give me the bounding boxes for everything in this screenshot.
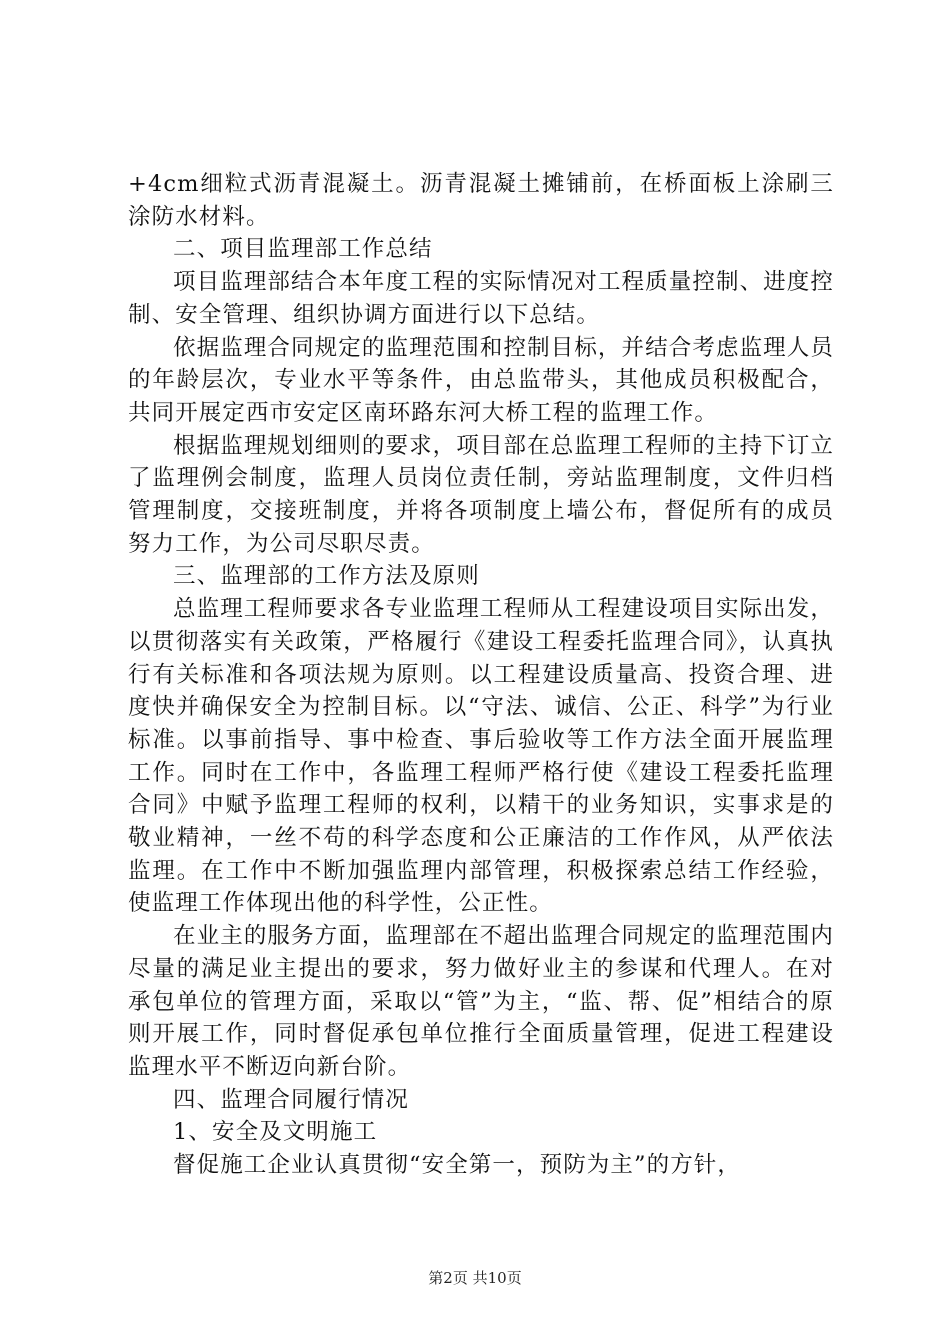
paragraph: 在业主的服务方面，监理部在不超出监理合同规定的监理范围内尽量的满足业主提出的要求，努力做好业主的参谋和代理人。在对承包单位的管理方面，采取以“管”为主，“监、帮、促”相结合的原则开展工作，同时督促承包单位推行全面质量管理，促进工程建设监理水平不断迈向新台阶。: [128, 923, 834, 1080]
section-heading-2: 二、项目监理部工作总结: [173, 236, 433, 263]
subsection-heading-1: 1、安全及文明施工: [173, 1119, 378, 1146]
page-footer: [0, 1268, 950, 1288]
paragraph: 项目监理部结合本年度工程的实际情况对工程质量控制、进度控制、安全管理、组织协调方面进行以下总结。: [128, 269, 834, 328]
section-heading-3: 三、监理部的工作方法及原则: [173, 563, 480, 590]
section-heading-4: 四、监理合同履行情况: [173, 1086, 410, 1113]
paragraph: 依据监理合同规定的监理范围和控制目标，并结合考虑监理人员的年龄层次，专业水平等条件，由总监带头，其他成员积极配合，共同开展定西市安定区南环路东河大桥工程的监理工作。: [128, 334, 834, 426]
paragraph-continuation: +4cm细粒式沥青混凝土。沥青混凝土摊铺前，在桥面板上涂刷三涂防水材料。: [128, 171, 834, 230]
document-body: [128, 168, 834, 1182]
paragraph: 总监理工程师要求各专业监理工程师从工程建设项目实际出发，以贯彻落实有关政策，严格履行《建设工程委托监理合同》，认真执行有关标准和各项法规为原则。以工程建设质量高、投资合理、进度快并确保安全为控制目标。以“守法、诚信、公正、科学”为行业标准。以事前指导、事中检查、事后验收等工作方法全面开展监理工作。同时在工作中，各监理工程师严格行使《建设工程委托监理合同》中赋予监理工程师的权利，以精干的业务知识，实事求是的敬业精神，一丝不苟的科学态度和公正廉洁的工作作风，从严依法监理。在工作中不断加强监理内部管理，积极探索总结工作经验，使监理工作体现出他的科学性，公正性。: [128, 596, 834, 917]
page-number: 第2页 共10页: [428, 1269, 522, 1287]
paragraph: 根据监理规划细则的要求，项目部在总监理工程师的主持下订立了监理例会制度，监理人员岗位责任制，旁站监理制度，文件归档管理制度，交接班制度，并将各项制度上墙公布，督促所有的成员努力工作，为公司尽职尽责。: [128, 432, 834, 557]
paragraph: 督促施工企业认真贯彻“安全第一，预防为主”的方针，: [173, 1152, 742, 1179]
